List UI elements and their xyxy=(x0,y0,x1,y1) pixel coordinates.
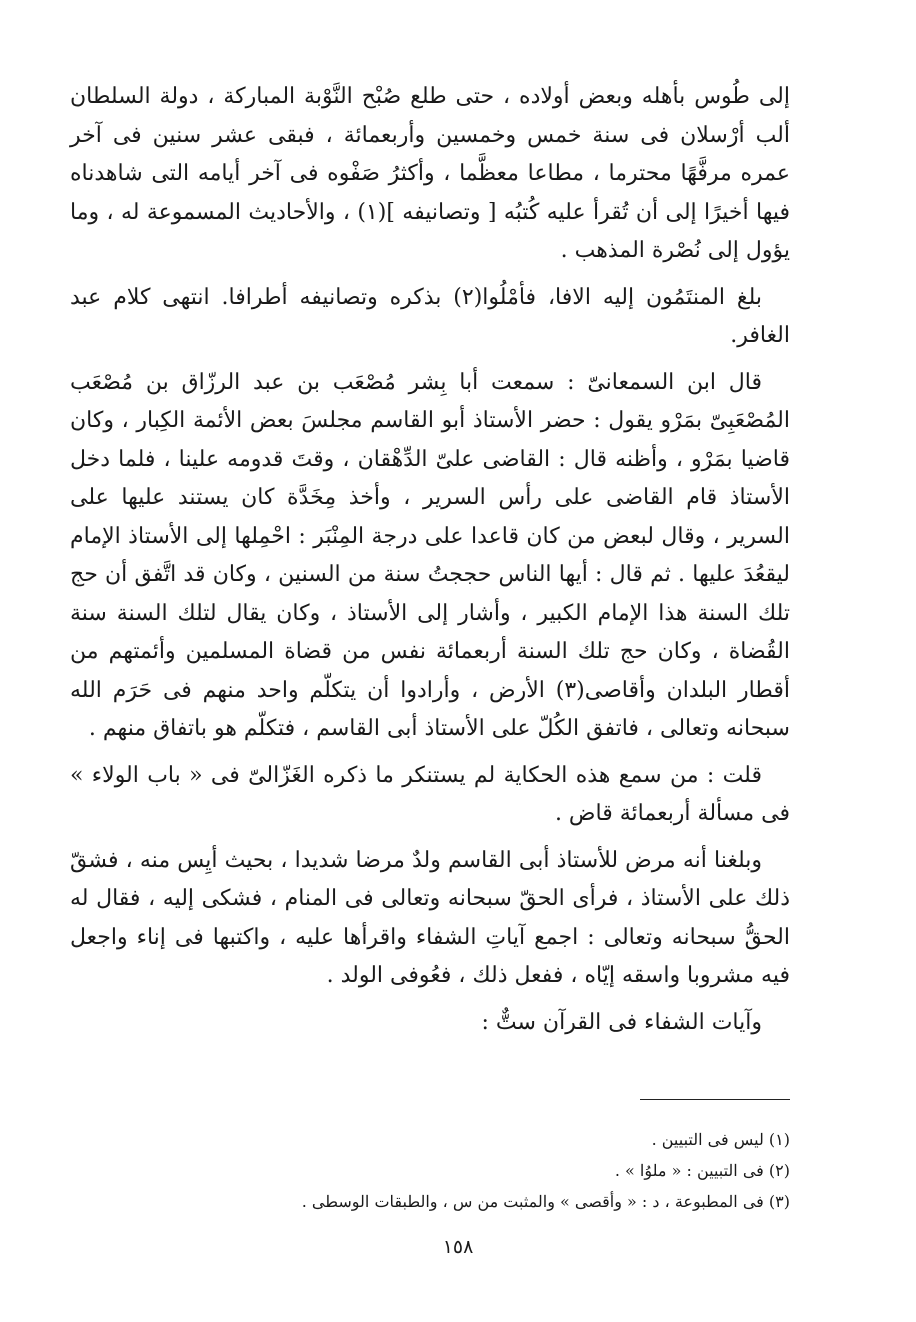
footnote-2: (٢) فى التبيين : « ملوُا » . xyxy=(614,1161,790,1180)
page-number: ١٥٨ xyxy=(442,1236,474,1258)
main-text xyxy=(70,78,790,1042)
paragraph-2: بلغ المنتَمُون إليه الافا، فأمْلُوا(٢) بذكره وتصانيفه أطرافا. انتهى كلام عبد الغافر. xyxy=(70,284,790,348)
footnotes xyxy=(70,1124,790,1217)
paragraph-6: وآيات الشفاء فى القرآن ستٌّ : xyxy=(481,1009,762,1035)
footnote-divider xyxy=(640,1099,790,1100)
paragraph-4: قلت : من سمع هذه الحكاية لم يستنكر ما ذكره الغَزّالىّ فى « باب الولاء » فى مسألة أربعمائة قاض . xyxy=(70,762,790,826)
paragraph-1: إلى طُوس بأهله وبعض أولاده ، حتى طلع صُبْح النَّوْبة المباركة ، دولة السلطان ألب أرْسلان فى سنة خمس وخمسين وأربعمائة ، فبقى عشر سنين فى آخر عمره مرفَّهًا محترما ، مطاعا معظَّما ، وأكثرُ صَفْوه فى آخر أيامه التى شاهدناه فيها أخيرًا إلى أن تُقرأ عليه كُتبُه [ وتصانيفه ](١) ، والأحاديث المسموعة له ، وما يؤول إلى نُصْرة المذهب . xyxy=(70,84,790,263)
paragraph-3: قال ابن السمعانىّ : سمعت أبا بِشر مُصْعَب بن عبد الرزّاق بن مُصْعَب المُصْعَبِىّ بمَرْو يقول : حضر الأستاذ أبو القاسم مجلسَ بعض الأئمة الكِبار ، وكان قاضيا بمَرْو ، وأظنه قال : القاضى علىّ الدِّهْقان ، وقتَ قدومه علينا ، فلما دخل الأستاذ قام القاضى على رأس السرير ، وأخذ مِخَدَّة كان يستند عليها على السرير ، وقال لبعض من كان قاعدا على درجة المِنْبَر : احْمِلها إلى الأستاذ الإمام ليقعُدَ عليها . ثم قال : أيها الناس حججتُ سنة من السنين ، وكان قد اتَّفق أن حج تلك السنة هذا الإمام الكبير ، وأشار إلى الأستاذ ، وكان يقال لتلك السنة سنة القُضاة ، وكان حج تلك السنة أربعمائة نفس من قضاة المسلمين وأئمتهم من أقطار البلدان وأقاصى(٣) الأرض ، وأرادوا أن يتكلّم واحد منهم فى حَرَم الله سبحانه وتعالى ، فاتفق الكُلّ على الأستاذ أبى القاسم ، فتكلّم هو باتفاق منهم . xyxy=(70,369,790,741)
footnote-3: (٣) فى المطبوعة ، د : « وأقصى » والمثبت من س ، والطبقات الوسطى . xyxy=(301,1192,790,1211)
footnote-1: (١) ليس فى التبيين . xyxy=(651,1130,790,1149)
paragraph-5: وبلغنا أنه مرض للأستاذ أبى القاسم ولدٌ مرضا شديدا ، بحيث أيِس منه ، فشقّ ذلك على الأستاذ ، فرأى الحقّ سبحانه وتعالى فى المنام ، فشكى إليه ، فقال له الحقُّ سبحانه وتعالى : اجمع آياتِ الشفاء واقرأها عليه ، واكتبها فى إناء واجعل فيه مشروبا واسقه إيّاه ، ففعل ذلك ، فعُوفى الولد . xyxy=(70,847,790,988)
